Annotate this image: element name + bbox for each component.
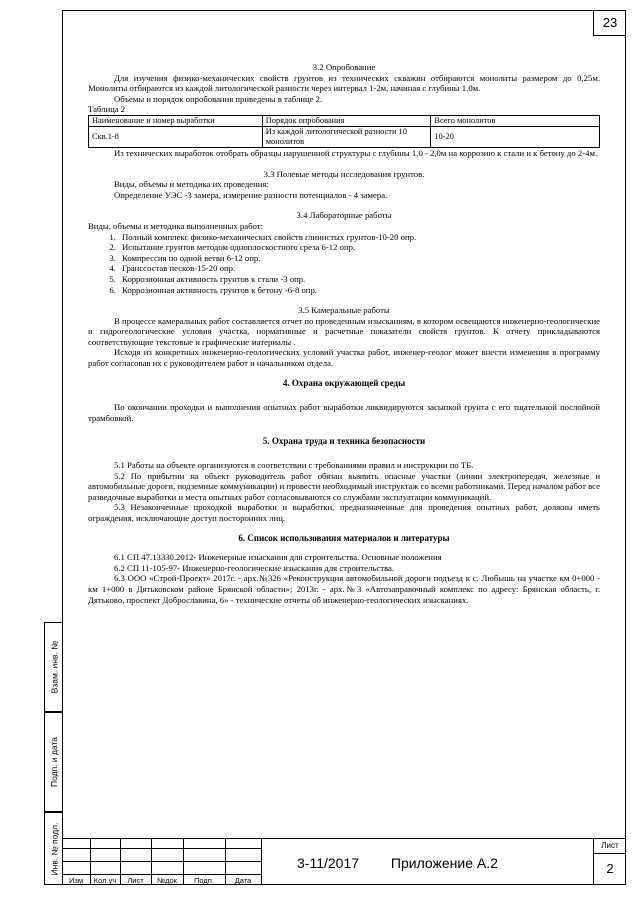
section-3-4-intro: Виды, объемы и методика выполненных работ: [88,220,263,231]
sheet-number: 2 [606,861,614,876]
section-3-2-paragraph: Объемы и порядок опробования приведены в таблице 2. [114,93,323,104]
section-3-4-title: 3.4 Лабораторные работы [296,210,392,221]
list-item: 4. Гранссостав песков-15-20 опр. [118,263,600,274]
section-5-paragraph: 5.1 Работы на объекте организуются в соответствии с требованиями правил и инструкции по ТБ. [114,460,474,471]
list-item: 6. Коррозионная активность грунтов к бетону -6-8 опр. [118,285,600,296]
reference-item: 6.1 СП 47.13330.2012- Инженерные изыскания для строительства. Основные положения [114,552,442,563]
column-list: Лист [127,876,144,885]
section-5-paragraph: 5.2 По прибытии на объект руководитель работ обязан выявить опасные участки (линии электропередач, железные и автомобильные дороги, подземные коммуникации) и провести необходимый инструктаж со всеми работниками. Перед началом работ все разведочные выработки и места опытных работ согласовываются со службами эксплуатации коммуникаций. [88,470,600,502]
title-block [62,838,626,885]
side-label-inv-text: Инв. № подл. [49,822,60,875]
page-number: 23 [593,10,626,36]
document-body [88,62,600,605]
table-header-cell: Наименование и номер выработки [89,115,263,126]
reference-item: 6.3 ООО «Строй-Проект» 2017г. - арх.№326 «Реконструкция автомобильной дороги подъезд к с. Любышь на участке км 0+000 - км 1+000 в Дятьковском районе Брянской области»; 2013г. - арх.№3 «Автозаправочный комплекс по адресу: Брянская область, г. Дятьково, проспект Доброславина, 6» - технические отчеты об инженерно-геологических изысканиях. [88,573,600,605]
sheet-label: Лист [594,839,626,854]
list-item: 3. Компрессия по одной ветви 6-12 опр. [118,253,600,264]
section-3-3-paragraph: Виды, объемы и методика их проведения: [114,179,269,190]
document-code: 3-11/2017 [297,855,360,871]
section-5-title: 5. Охрана труда и техника безопасности [262,436,426,447]
table-header-row [89,115,600,126]
document-designation [297,855,498,871]
section-3-3-paragraph: Определение УЭС -3 замера, измерение разности потенциалов - 4 замера. [114,189,388,200]
section-3-5-paragraph: Исходя из конкретных инженерно-геологических условий участка работ, инженер-геолог может внести изменения в программу работ согласовав их с руководителем работ и начальником отдела. [88,347,600,369]
side-label-vzam [44,622,62,712]
column-data: Дата [234,876,252,885]
side-label-podp-text: Подп. и дата [49,736,60,788]
table-row [89,126,600,147]
section-6-title: 6. Список использования материалов и литературы [238,532,450,543]
table-caption: Таблица 2 [88,104,126,115]
section-3-3-title: 3.3 Полевые методы исследования грунтов. [263,168,425,179]
title-block-grid [62,839,262,885]
section-3-5-title: 3.5 Камеральные работы [298,305,390,316]
side-label-podp [44,712,62,812]
table-cell: Из каждой литологической разности 10 монолитов [262,126,431,147]
section-4-title: 4. Охрана окружающей среды [282,377,406,388]
section-5-paragraph: 5.3 Незаконченные проходкой выработки и выработки, предназначенные для проведения опытных работ, должны иметь ограждения, исключающие доступ посторонних лиц. [88,502,600,523]
sheet-box [593,839,626,885]
list-item: 5. Коррозионная активность грунтов к стали -3 опр. [118,274,600,285]
side-label-vzam-text: Взам. инв. № [49,640,60,694]
list-item: 2. Испытание грунтов методом одноплоскостного среза 6-12 опр. [118,242,600,253]
table-header-cell: Порядок опробования [262,115,431,126]
column-ndok: №док [157,876,177,885]
section-4-paragraph: По окончании проходки и выполнения опытных работ выработки ликвидируются засыпкой грунта с его тщательной послойной трамбовкой. [88,402,600,423]
side-label-inv [44,812,62,885]
lab-works-list [88,232,600,296]
table-header-cell: Всего монолитов [431,115,600,126]
section-3-2-paragraph: Для изучения физико-механических свойств грунтов из технических скважин отбираются монолиты размером до 0,25м. Монолиты отбираются из каждой литологической разности через интервал 1-2м, начиная с глубины 1.0м. [88,72,600,94]
column-podp: Подп. [194,876,214,885]
column-izm: Изм [69,876,83,885]
section-3-2-paragraph: Из технических выработок отобрать образцы нарушенной структуры с глубины 1,0 - 2,0м на коррозию к стали и к бетону до 2-4м. [114,147,598,158]
table-cell: 10-20 [431,126,600,147]
title-block-columns [62,875,262,885]
reference-item: 6.2 СП 11-105-97- Инженерно-геологические изыскания для строительства. [114,562,395,573]
sampling-table [88,115,600,148]
section-3-5-paragraph: В процессе камеральных работ составляется отчет по проведенным изысканиям, в котором освещаются инженерно-геологические и гидрогеологические условия участка, нормативные и расчетные показатели свойств грунтов. К отчету прикладываются соответствующие текстовые и графические материалы . [88,315,600,347]
section-3-2-title: 3.2 Опробование [312,62,376,72]
list-item: 1. Полный комплекс физико-механических свойств глинистых грунтов-10-20 опр. [118,232,600,243]
document-title: Приложение А.2 [390,855,498,871]
table-cell: Скв.1-8 [89,126,263,147]
column-kol-uch: Кол.уч [93,876,117,885]
